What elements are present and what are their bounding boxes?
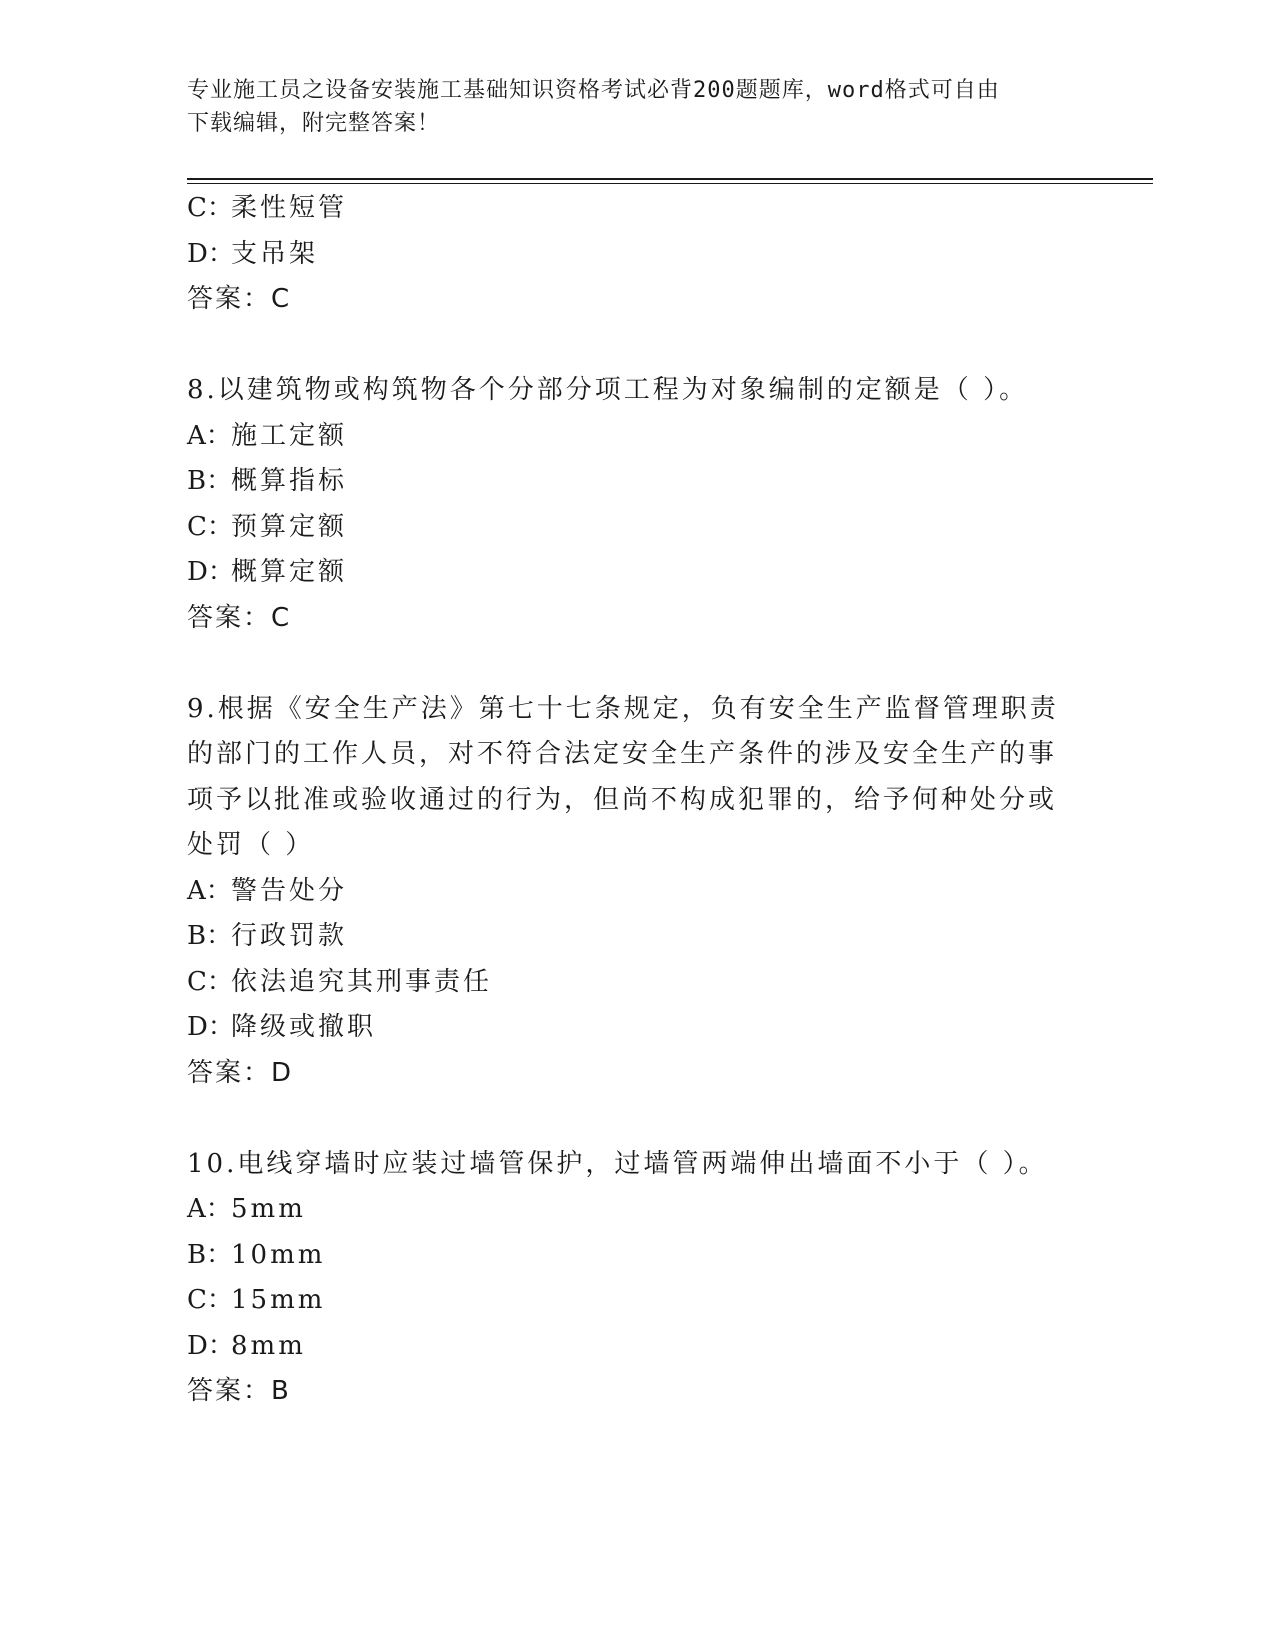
question-stem: 8.以建筑物或构筑物各个分部分项工程为对象编制的定额是（ ）。 [187,375,1029,405]
option-a [187,414,1067,460]
option-text: 行政罚款 [231,921,348,951]
option-text: 概算指标 [231,466,348,496]
header-rule-thin [187,183,1153,184]
option-letter: C： [187,511,233,542]
option-c [187,186,1067,232]
option-d [187,1005,1067,1051]
option-letter: A： [187,875,232,906]
header-line-1: 专业施工员之设备安装施工基础知识资格考试必背200题题库，word格式可自由 [187,78,1000,103]
option-letter: B： [187,1239,233,1270]
answer-line: 答案：B [187,1376,291,1406]
question-stem-line: 处罚（ ） [187,830,315,860]
question-stem-line: 9.根据《安全生产法》第七十七条规定，负有安全生产监督管理职责 [187,693,1059,724]
question-9 [187,687,1067,1097]
option-text: 依法追究其刑事责任 [231,966,493,997]
option-d [187,232,1067,278]
question-list [187,186,1067,1415]
option-c [187,505,1067,551]
option-c [187,1278,1067,1324]
option-letter: D： [187,1012,234,1042]
option-a [187,1187,1067,1233]
option-c [187,960,1067,1006]
question-7 [187,186,1067,323]
question-stem: 10.电线穿墙时应装过墙管保护，过墙管两端伸出墙面不小于（ ）。 [187,1148,1048,1179]
option-letter: B： [187,921,233,951]
option-text: 警告处分 [231,875,348,906]
option-text: 预算定额 [231,511,348,542]
option-text: 柔性短管 [231,193,348,223]
option-text: 5mm [231,1194,306,1224]
option-letter: D： [187,238,234,269]
option-letter: A： [187,420,232,451]
option-text: 降级或撤职 [231,1012,377,1042]
answer-line: 答案：D [187,1057,294,1088]
header-line-2: 下载编辑，附完整答案！ [187,111,441,136]
option-b [187,914,1067,960]
option-letter: C： [187,193,233,223]
option-b [187,459,1067,505]
header-rule-thick [187,178,1153,180]
option-d [187,550,1067,596]
spacer [187,1096,1067,1142]
option-letter: D： [187,1330,234,1361]
option-b [187,1233,1067,1279]
spacer [187,323,1067,369]
option-letter: C： [187,966,233,997]
spacer [187,641,1067,687]
option-letter: A： [187,1194,232,1224]
option-text: 8mm [231,1330,306,1361]
question-stem-line: 的部门的工作人员，对不符合法定安全生产条件的涉及安全生产的事 [187,739,1058,769]
document-header [187,74,1067,140]
question-stem-line: 项予以批准或验收通过的行为，但尚不构成犯罪的，给予何种处分或 [187,784,1058,815]
option-text: 支吊架 [231,238,319,269]
option-d [187,1324,1067,1370]
option-text: 施工定额 [231,420,348,451]
option-a [187,869,1067,915]
answer-line: 答案：C [187,284,292,314]
question-10 [187,1142,1067,1415]
option-text: 15mm [231,1285,326,1315]
answer-line: 答案：C [187,602,292,633]
question-8 [187,368,1067,641]
option-letter: D： [187,557,234,587]
option-text: 10mm [231,1239,326,1270]
option-letter: B： [187,466,233,496]
option-text: 概算定额 [231,557,348,587]
option-letter: C： [187,1285,233,1315]
